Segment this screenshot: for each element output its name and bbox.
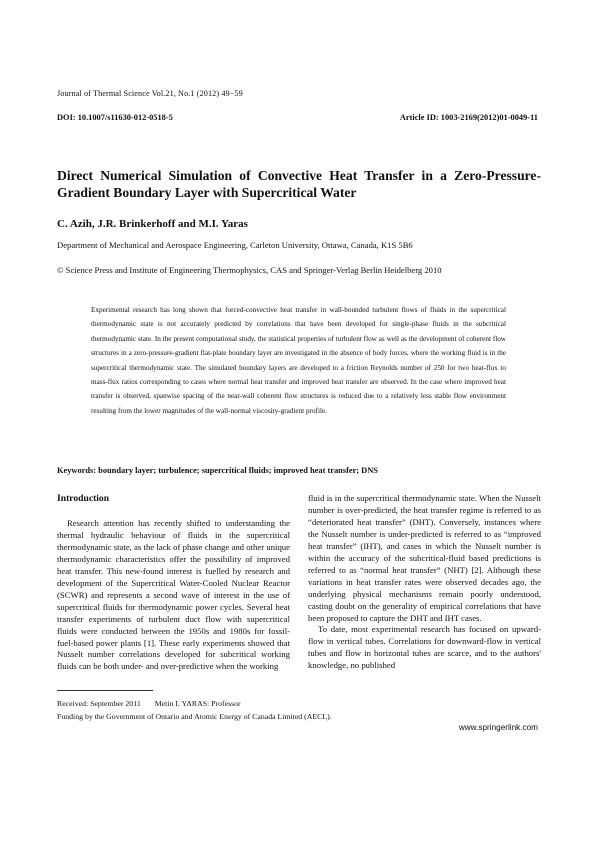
paper-title: Direct Numerical Simulation of Convective Heat Transfer in a Zero-Pressure-Gradient Boundary Layer with Supercritical Water [57,168,541,200]
footnote-divider [57,690,153,691]
article-id: Article ID: 1003-2169(2012)01-0049-11 [399,113,538,122]
intro-right-column [308,493,541,672]
intro-paragraph-1: Research attention has recently shifted to understanding the thermal hydraulic behaviour of fluids in the supercritical thermodynamic state, as the lack of phase change and other unique thermodynamic characteristics offer the possibility of improved heat transfer. This new-found interest is fuelled by research and development of the Supercritical Water-Cooled Nuclear Reactor (SCWR) and represents a second wave of interest in the use of supercritical fluids for thermodynamic power cycles. Several heat transfer experiments of turbulent duct flow with supercritical fluids were conducted between the 1950s and 1980s for fossil-fuel-based power plants [1]. These early experiments showed that Nusselt number correlations developed for subcritical working fluids can be both under- and over-predictive when the working [57,518,290,672]
authors: C. Azih, J.R. Brinkerhoff and M.I. Yaras [57,218,248,230]
keywords: Keywords: boundary layer; turbulence; supercritical fluids; improved heat transfer; DNS [57,466,378,475]
intro-paragraph-3: To date, most experimental research has focused on upward-flow in vertical tubes. Correlations for downward-flow in vertical tubes and flow in horizontal tubes are scarce, and to the authors' knowledge, no published [308,624,541,671]
corresponding-author: Metin I. YARAS: Professor [154,699,241,708]
affiliation: Department of Mechanical and Aerospace Engineering, Carleton University, Ottawa, Canada, K1S 5B6 [57,240,413,250]
section-heading-introduction: Introduction [57,493,110,504]
intro-paragraph-2: fluid is in the supercritical thermodynamic state. When the Nusselt number is over-predicted, the heat transfer regime is referred to as “deteriorated heat transfer” (DHT). Conversely, instances where the Nusselt number is under-predicted is referred to as “improved heat transfer” (IHT), and cases in which the Nusselt number is within the accuracy of the subcritical-fluid based predictions is referred to as “normal heat transfer” (NHT) [2]. Although these variations in heat transfer rates were observed decades ago, the underlying physical mechanisms remain poorly understood, casting doubt on the generality of empirical correlations that have been proposed to capture the DHT and IHT cases. [308,493,541,623]
abstract: Experimental research has long shown that forced-convective heat transfer in wall-bounded turbulent flows of fluids in the supercritical thermodynamic state is not accurately predicted by correlations that have been developed for single-phase fluids in the subcritical thermodynamic state. In the present computational study, the statistical properties of turbulent flow as well as the development of coherent flow structures in a zero-pressure-gradient flat-plate boundary layer are investigated in the absence of body forces, where the working fluid is in the supercritical thermodynamic state. The simulated boundary layers are developed to a friction Reynolds number of 250 for two heat-flux to mass-flux ratios corresponding to cases where normal heat transfer and improved heat transfer are observed. In the case where improved heat transfer is observed, spanwise spacing of the near-wall coherent flow structures is reduced due to a relatively less stable flow environment resulting from the lower magnitudes of the wall-normal viscosity-gradient profile. [91,306,506,415]
copyright-notice: © Science Press and Institute of Engineering Thermophysics, CAS and Springer-Verlag Berlin Heidelberg 2010 [57,265,442,275]
intro-left-column [57,518,290,673]
publisher-website[interactable]: www.springerlink.com [458,723,538,732]
footnote-received [57,699,241,708]
journal-citation: Journal of Thermal Science Vol.21, No.1 (2012) 49−59 [57,89,243,98]
doi: DOI: 10.1007/s11630-012-0518-5 [57,113,173,122]
footnote-funding: Funding by the Government of Ontario and Atomic Energy of Canada Limited (AECL). [57,712,332,721]
received-date: Received: September 2011 [57,699,141,708]
